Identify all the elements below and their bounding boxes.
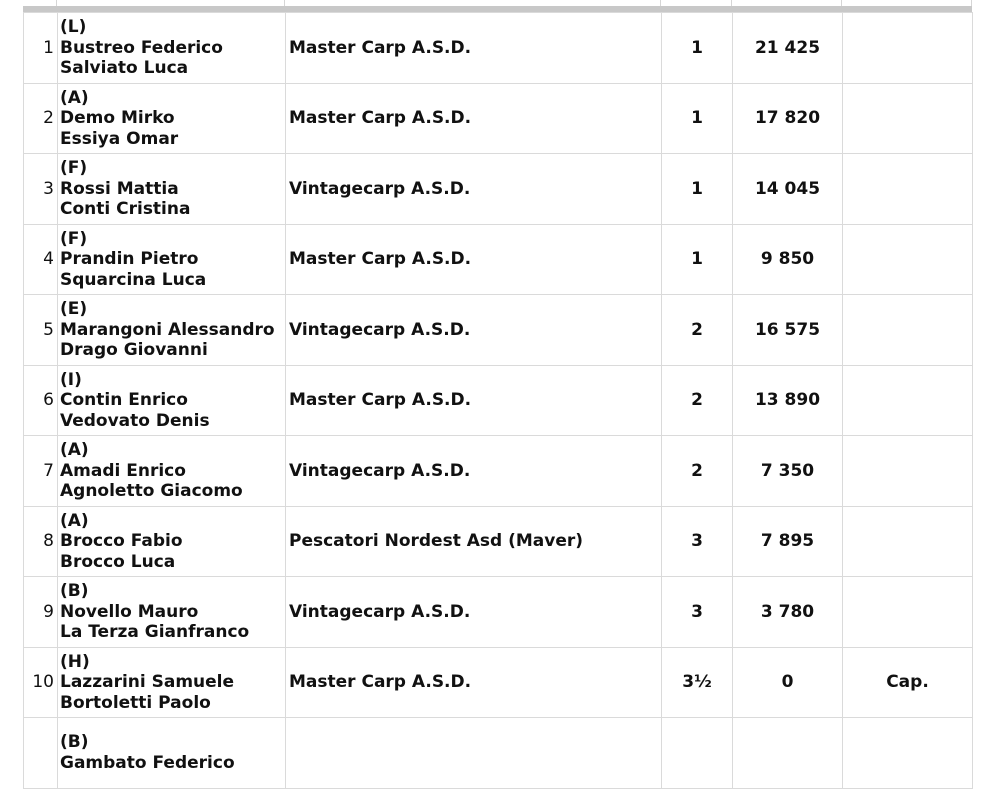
anglers-cell <box>58 647 286 718</box>
club-cell: Vintagecarp A.S.D. <box>286 154 662 225</box>
angler-name: Squarcina Luca <box>60 269 207 290</box>
anglers-cell <box>58 436 286 507</box>
table-row <box>24 506 973 577</box>
group-label: (F) <box>60 228 88 249</box>
group-label: (A) <box>60 87 89 108</box>
group-label: (E) <box>60 299 88 319</box>
rank-cell: 4 <box>24 224 58 295</box>
angler-name: Essiya Omar <box>60 128 179 149</box>
angler-name: Drago Giovanni <box>60 340 208 360</box>
table-row <box>24 436 973 507</box>
rank-cell: 7 <box>24 436 58 507</box>
table-row <box>24 647 973 718</box>
anglers-cell <box>58 224 286 295</box>
sector-cell: 2 <box>662 295 733 366</box>
club-cell: Master Carp A.S.D. <box>286 83 662 154</box>
club-cell: Vintagecarp A.S.D. <box>286 436 662 507</box>
weight-cell <box>733 718 843 789</box>
table-row <box>24 13 973 84</box>
note-cell: Cap. <box>843 647 973 718</box>
angler-name: Agnoletto Giacomo <box>60 481 243 501</box>
anglers-cell <box>58 13 286 84</box>
group-label: (B) <box>60 581 89 601</box>
weight-cell: 7 895 <box>733 506 843 577</box>
sector-cell: 3 <box>662 577 733 648</box>
weight-cell: 9 850 <box>733 224 843 295</box>
sector-cell <box>662 718 733 789</box>
sector-cell: 1 <box>662 83 733 154</box>
table-header-bar <box>23 0 972 12</box>
note-cell <box>843 577 973 648</box>
angler-name: Prandin Pietro <box>60 249 199 269</box>
sector-cell: 2 <box>662 436 733 507</box>
angler-name: Gambato Federico <box>60 752 235 773</box>
group-label: (A) <box>60 510 89 531</box>
rank-cell: 1 <box>24 13 58 84</box>
header-cell-rank <box>23 0 57 6</box>
sector-cell: 3 <box>662 506 733 577</box>
table-row <box>24 224 973 295</box>
sector-cell: 1 <box>662 224 733 295</box>
note-cell <box>843 506 973 577</box>
weight-cell: 21 425 <box>733 13 843 84</box>
anglers-cell <box>58 295 286 366</box>
weight-cell: 3 780 <box>733 577 843 648</box>
note-cell <box>843 295 973 366</box>
table-row <box>24 83 973 154</box>
weight-cell: 0 <box>733 647 843 718</box>
table-row <box>24 154 973 225</box>
header-cell-sector <box>661 0 732 6</box>
club-cell: Master Carp A.S.D. <box>286 13 662 84</box>
anglers-cell <box>58 506 286 577</box>
group-label: (B) <box>60 732 89 753</box>
club-cell: Master Carp A.S.D. <box>286 224 662 295</box>
group-label: (I) <box>60 369 82 390</box>
rank-cell <box>24 718 58 789</box>
angler-name: Brocco Luca <box>60 551 176 572</box>
results-table <box>23 12 973 789</box>
rank-cell: 8 <box>24 506 58 577</box>
angler-name: Bortoletti Paolo <box>60 692 211 713</box>
angler-name: Contin Enrico <box>60 390 188 410</box>
weight-cell: 14 045 <box>733 154 843 225</box>
rank-cell: 2 <box>24 83 58 154</box>
rank-cell: 9 <box>24 577 58 648</box>
angler-name: Bustreo Federico <box>60 37 223 58</box>
weight-cell: 16 575 <box>733 295 843 366</box>
angler-name: Lazzarini Samuele <box>60 672 235 692</box>
header-cell-club <box>285 0 661 6</box>
club-cell: Vintagecarp A.S.D. <box>286 295 662 366</box>
note-cell <box>843 718 973 789</box>
group-label: (F) <box>60 158 88 178</box>
group-label: (L) <box>60 17 87 37</box>
angler-name: Rossi Mattia <box>60 178 179 199</box>
angler-name: Conti Cristina <box>60 199 191 219</box>
angler-name: Salviato Luca <box>60 58 189 78</box>
anglers-cell <box>58 365 286 436</box>
club-cell: Master Carp A.S.D. <box>286 647 662 718</box>
anglers-cell <box>58 577 286 648</box>
rank-cell: 3 <box>24 154 58 225</box>
rank-cell: 10 <box>24 647 58 718</box>
sector-cell: 1 <box>662 154 733 225</box>
results-table-body <box>24 13 973 789</box>
angler-name: Brocco Fabio <box>60 531 183 551</box>
table-row <box>24 577 973 648</box>
anglers-cell <box>58 83 286 154</box>
anglers-cell <box>58 718 286 789</box>
weight-cell: 17 820 <box>733 83 843 154</box>
rank-cell: 6 <box>24 365 58 436</box>
angler-name: Demo Mirko <box>60 108 175 128</box>
rank-cell: 5 <box>24 295 58 366</box>
note-cell <box>843 436 973 507</box>
sector-cell: 1 <box>662 13 733 84</box>
results-sheet <box>23 0 972 789</box>
group-label: (A) <box>60 440 89 460</box>
note-cell <box>843 224 973 295</box>
angler-name: Marangoni Alessandro <box>60 319 275 340</box>
table-row <box>24 365 973 436</box>
table-row <box>24 295 973 366</box>
sector-cell: 2 <box>662 365 733 436</box>
sector-cell: 3½ <box>662 647 733 718</box>
note-cell <box>843 83 973 154</box>
club-cell: Vintagecarp A.S.D. <box>286 577 662 648</box>
club-cell: Pescatori Nordest Asd (Maver) <box>286 506 662 577</box>
note-cell <box>843 154 973 225</box>
club-cell: Master Carp A.S.D. <box>286 365 662 436</box>
angler-name: Vedovato Denis <box>60 410 210 431</box>
angler-name: La Terza Gianfranco <box>60 622 250 642</box>
anglers-cell <box>58 154 286 225</box>
group-label: (H) <box>60 651 90 672</box>
angler-name: Amadi Enrico <box>60 460 186 481</box>
header-cell-note <box>842 0 972 6</box>
angler-name: Novello Mauro <box>60 601 199 622</box>
note-cell <box>843 13 973 84</box>
header-cell-names <box>57 0 285 6</box>
note-cell <box>843 365 973 436</box>
weight-cell: 13 890 <box>733 365 843 436</box>
header-cell-weight <box>732 0 842 6</box>
club-cell <box>286 718 662 789</box>
weight-cell: 7 350 <box>733 436 843 507</box>
table-row <box>24 718 973 789</box>
